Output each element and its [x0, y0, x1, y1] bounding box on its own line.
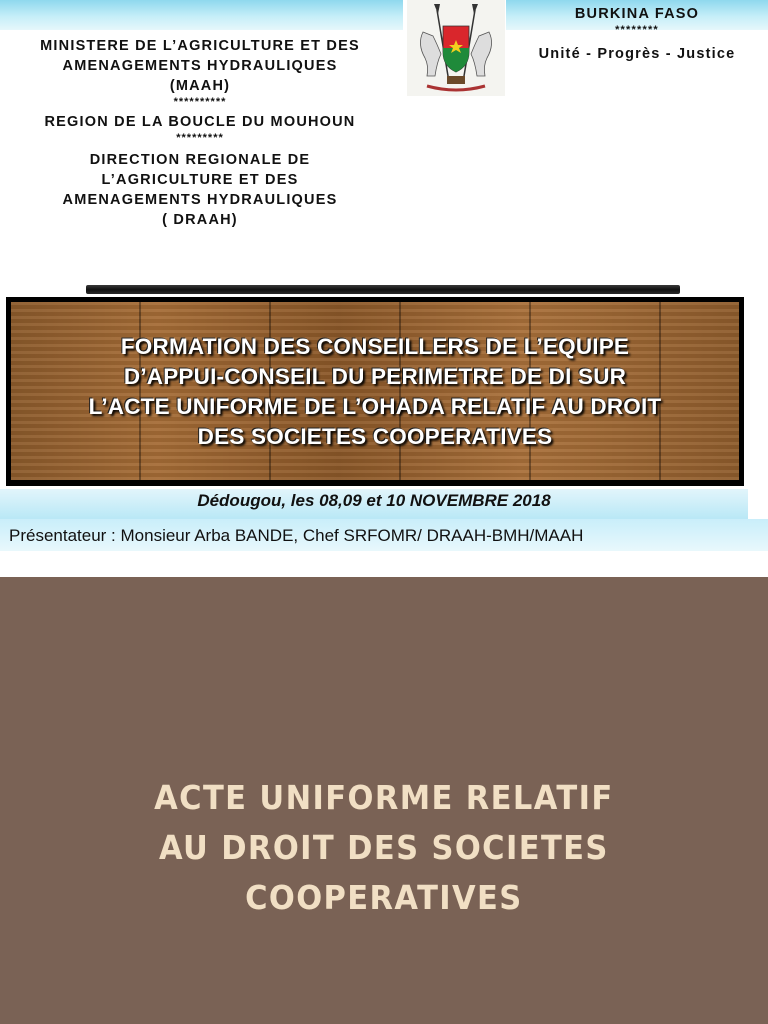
event-date: Dédougou, les 08,09 et 10 NOVEMBRE 2018 [197, 491, 551, 510]
title-line-3: L’ACTE UNIFORME DE L’OHADA RELATIF AU DROIT [88, 394, 662, 419]
separator-stars: ******** [615, 24, 659, 36]
presenter-line: Présentateur : Monsieur Arba BANDE, Chef SRFOMR/ DRAAH-BMH/MAAH [9, 526, 584, 545]
title-line-1: FORMATION DES CONSEILLERS DE L’EQUIPE [120, 334, 630, 359]
separator-stars: ********** [173, 96, 227, 108]
coat-of-arms-icon [407, 0, 505, 96]
decorative-rule [86, 285, 680, 294]
direction-line-3: AMENAGEMENTS HYDRAULIQUES [62, 192, 338, 208]
title-line-2: D’APPUI-CONSEIL DU PERIMETRE DE DI SUR [123, 364, 627, 389]
ministry-line-1: MINISTERE DE L’AGRICULTURE ET DES [40, 38, 360, 54]
ministry-header [10, 36, 390, 230]
ministry-line-2: AMENAGEMENTS HYDRAULIQUES [62, 58, 338, 74]
direction-line-1: DIRECTION REGIONALE DE [89, 152, 311, 168]
training-title [11, 332, 739, 452]
country-name: BURKINA FASO [574, 6, 700, 22]
slide-2 [0, 577, 768, 1024]
direction-acronym: ( DRAAH) [162, 212, 238, 228]
region-name: REGION DE LA BOUCLE DU MOUHOUN [44, 114, 356, 130]
section-title [0, 773, 768, 923]
ministry-acronym: (MAAH) [169, 78, 231, 94]
title-banner [6, 297, 744, 486]
wood-panel [11, 302, 739, 480]
title-line-4: DES SOCIETES COOPERATIVES [197, 424, 553, 449]
country-header [506, 4, 768, 64]
top-bar-left [0, 0, 403, 30]
section-title-line-2: AU DROIT DES SOCIETES [158, 828, 609, 867]
direction-line-2: L’AGRICULTURE ET DES [101, 172, 299, 188]
national-motto: Unité - Progrès - Justice [538, 46, 736, 62]
separator-stars: ********* [176, 132, 224, 144]
section-title-line-3: COOPERATIVES [245, 878, 523, 917]
section-title-line-1: ACTE UNIFORME RELATIF [154, 778, 614, 817]
